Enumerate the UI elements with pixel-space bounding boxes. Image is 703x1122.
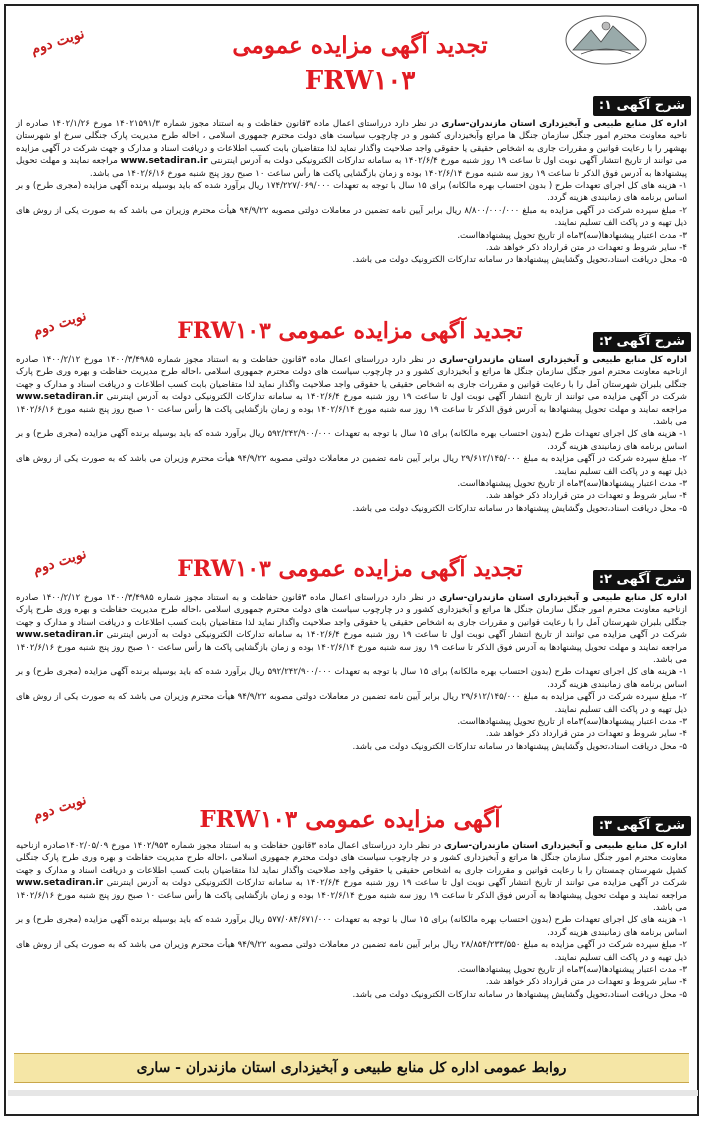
second-notice-stamp: نوبت دوم (30, 545, 89, 579)
condition-item: ۲- مبلغ سپرده شرکت در آگهی مزایده به مبلغ ۲۹/۶۱۲/۱۴۵/۰۰۰ ریال برابر آیین نامه تضمین در معاملات دولتی مصوبه ۹۴/۹/۲۲ هیأت محترم وزیران می باشد که به صورت یکی از روش های ذیل تهیه و در پاکت الف تسلیم نمایند. (16, 692, 687, 715)
condition-item: ۱- هزینه های کل اجرای تعهدات طرح ( بدون احتساب بهره مالکانه) برای ۱۵ سال با توجه به تعهدات ۱۷۴/۲۲۷/۰۶۹/۰۰۰ ریال برآورد شده که باید بوسیله برنده آگهی مزایده (مجری طرح) و بر اساس برنامه های زمانبندی هزینه گردد. (16, 181, 688, 204)
organization-name: اداره کل منابع طبیعی و آبخیزداری استان مازندران-ساری (444, 841, 687, 851)
section-intro (16, 354, 687, 428)
organization-name: اداره کل منابع طبیعی و آبخیزداری استان مازندران-ساری (439, 355, 687, 365)
section-body (16, 592, 687, 753)
section-tag: شرح آگهی ۲: (593, 570, 691, 590)
website-link[interactable]: www.setadiran.ir (16, 878, 104, 889)
section-tag: شرح آگهی ۱: (593, 96, 691, 116)
section-code: FRW۱۰۳ (304, 66, 416, 96)
condition-item: ۵- محل دریافت اسناد،تحویل وگشایش پیشنهادها در سامانه تدارکات الکترونیک دولت می باشد. (352, 989, 687, 1000)
section-body (16, 354, 687, 515)
condition-item: ۳- مدت اعتبار پیشنهادها(سه)۳ماه از تاریخ تحویل پیشنهادهااست. (457, 230, 687, 241)
section-intro (16, 118, 687, 180)
condition-item: ۲- مبلغ سپرده شرکت در آگهی مزایده به مبلغ ۸/۸۰۰/۰۰۰/۰۰۰ ریال برابر آیین نامه تضمین در معاملات دولتی مصوبه ۹۴/۹/۲۲ هیأت محترم وزیران می باشد که به صورت یکی از روش های ذیل تهیه و در پاکت الف تسلیم نمایند. (16, 205, 687, 229)
notice-section-2 (10, 307, 691, 554)
scan-edge (8, 1090, 698, 1096)
condition-item: ۴- سایر شروط و تعهدات در متن قرارداد ذکر خواهد شد. (485, 491, 687, 502)
intro-text: در نظر دارد درراستای اعمال ماده ۳قانون حفاظت و به استناد مجوز شماره ۱۴۰۰/۳/۴۹۸۵ مورخ ۱۴۰۰/۲/۱۲ صادره ازناحیه معاونت محترم امور جنگل سازمان جنگل ها مراتع و آبخیزداری کشور و در چارچوب سیاست های دولت محترم جمهوری اسلامی ،احاله طرح مدیریت حفاظت و بهره وری طرح پارک جنگلی بلبران شهرستان آمل را با رعایت قوانین و مقررات جاری به اشخاص حقیقی یا حقوقی واجد صلاحیت واگذار نماید لذا متقاضیان بابت کسب اطلاعات و دریافت اسناد و مدارک و جهت شرکت در آگهی مزایده می توانند از تاریخ انتشار آگهی نوبت اول تا ساعت ۱۹ روز شنبه مورخ ۱۴۰۲/۶/۴ به سامانه تدارکات الکترونیکی دولت به آدرس اینترنتی (16, 593, 687, 641)
section-title: تجدید آگهی مزایده عمومی (232, 32, 488, 59)
section-tag: شرح آگهی ۳: (593, 816, 691, 836)
intro-text-end: مراجعه نمایند و مهلت تحویل پیشنهادها به آدرس فوق الذکر تا ساعت ۱۹ روز سه شنبه مورخ ۱۴۰۲/۶/۱۴ بوده و زمان بازگشایی پاکت ها رأس ساعت ۱۰ صبح روز پنج شنبه مورخ ۱۴۰۲/۶/۱۶ می باشد. (16, 404, 688, 428)
condition-item: ۳- مدت اعتبار پیشنهادها(سه)۳ماه از تاریخ تحویل پیشنهادهااست. (457, 717, 687, 728)
organization-name: اداره کل منابع طبیعی و آبخیزداری استان مازندران-ساری (439, 593, 687, 603)
notice-section-1 (10, 26, 691, 316)
intro-text: در نظر دارد درراستای اعمال ماده ۳قانون حفاظت و به استناد مجوز شماره ۱۴۰۰/۳/۴۹۸۵ مورخ ۱۴۰۰/۲/۱۲ صادره ازناحیه معاونت محترم امور جنگل سازمان جنگل ها مراتع و آبخیزداری کشور و در چارچوب سیاست های دولت محترم جمهوری اسلامی ،احاله طرح مدیریت حفاظت و بهره وری طرح پارک جنگلی بلبران شهرستان آمل را با رعایت قوانین و مقررات جاری به اشخاص حقیقی یا حقوقی واجد صلاحیت واگذار نماید لذا متقاضیان بابت کسب اطلاعات و دریافت اسناد و مدارک و جهت شرکت در آگهی مزایده می توانند از تاریخ انتشار آگهی نوبت اول تا ساعت ۱۹ روز شنبه مورخ ۱۴۰۲/۶/۴ به سامانه تدارکات الکترونیکی دولت به آدرس اینترنتی (16, 355, 687, 403)
intro-text-end: مراجعه نمایند و مهلت تحویل پیشنهادها به آدرس فوق الذکر تا ساعت ۱۹ روز سه شنبه مورخ ۱۴۰۲/۶/۱۴ بوده و زمان بازگشایی پاکت ها رأس ساعت ۱۰ صبح روز پنج شنبه مورخ ۱۴۰۲/۶/۱۶ می باشد. (16, 156, 687, 179)
condition-item: ۲- مبلغ سپرده شرکت در آگهی مزایده به مبلغ ۲۸/۸۵۴/۲۳۳/۵۵۰ ریال برابر آیین نامه تضمین در معاملات دولتی مصوبه ۹۴/۹/۲۲ هیأت محترم وزیران می باشد که به صورت یکی از روش های ذیل تهیه و در پاکت الف تسلیم نمایند. (16, 940, 687, 963)
condition-item: ۲- مبلغ سپرده شرکت در آگهی مزایده به مبلغ ۲۹/۶۱۲/۱۴۵/۰۰۰ ریال برابر آیین نامه تضمین در معاملات دولتی مصوبه ۹۴/۹/۲۲ هیأت محترم وزیران می باشد که به صورت یکی از روش های ذیل تهیه و در پاکت الف تسلیم نمایند. (16, 454, 687, 477)
condition-item: ۳- مدت اعتبار پیشنهادها(سه)۳ماه از تاریخ تحویل پیشنهادهااست. (457, 965, 687, 976)
condition-item: ۴- سایر شروط و تعهدات در متن قرارداد ذکر خواهد شد. (485, 729, 687, 740)
website-link[interactable]: www.setadiran.ir (16, 392, 104, 403)
section-body (16, 840, 687, 1001)
condition-item: ۳- مدت اعتبار پیشنهادها(سه)۳ماه از تاریخ تحویل پیشنهادهااست. (457, 479, 687, 490)
condition-item: ۴- سایر شروط و تعهدات در متن قرارداد ذکر خواهد شد. (485, 243, 687, 254)
intro-text-end: مراجعه نمایند و مهلت تحویل پیشنهادها به آدرس فوق الذکر تا ساعت ۱۹ روز سه شنبه مورخ ۱۴۰۲/۶/۱۴ بوده و زمان بازگشایی پاکت ها رأس ساعت ۱۰ صبح روز پنج شنبه مورخ ۱۴۰۲/۶/۱۶ می باشد. (16, 890, 688, 914)
second-notice-stamp: نوبت دوم (30, 791, 89, 825)
second-notice-stamp: نوبت دوم (30, 307, 89, 341)
public-relations-footer: روابط عمومی اداره کل منابع طبیعی و آبخیزداری استان مازندران - ساری (14, 1053, 689, 1083)
section-intro (16, 840, 687, 914)
condition-item: ۱- هزینه های کل اجرای تعهدات طرح (بدون احتساب بهره مالکانه) برای ۱۵ سال با توجه به تعهدات ۵۹۲/۲۴۲/۹۰۰/۰۰۰ ریال برآورد شده که باید بوسیله برنده آگهی مزایده (مجری طرح) و بر اساس برنامه های زمانبندی هزینه گردد. (16, 667, 687, 690)
section-tag: شرح آگهی ۲: (593, 332, 691, 352)
second-notice-stamp: نوبت دوم (28, 25, 87, 59)
condition-item: ۵- محل دریافت اسناد،تحویل وگشایش پیشنهادها در سامانه تدارکات الکترونیک دولت می باشد. (352, 503, 687, 514)
intro-text-end: مراجعه نمایند و مهلت تحویل پیشنهادها به آدرس فوق الذکر تا ساعت ۱۹ روز سه شنبه مورخ ۱۴۰۲/۶/۱۴ بوده و زمان بازگشایی پاکت ها رأس ساعت ۱۰ صبح روز پنج شنبه مورخ ۱۴۰۲/۶/۱۶ می باشد. (16, 642, 688, 666)
intro-text: در نظر دارد درراستای اعمال ماده ۳قانون حفاظت و به استناد مجوز شماره ۱۴۰۲۱۵۹۱/۳ مورخ ۱۴۰۲/۱/۲۶ صادره از ناحیه معاونت محترم امور جنگل سازمان جنگل ها مراتع وآبخیزداری کشور و در چارچوب سیاست های دولت محترم جمهوری اسلامی ، احاله طرح مدیریت پارک جنگلی سرخ او شهرستان بهشهر را با رعایت قوانین و مقررات جاری به اشخاص حقیقی یا حقوقی واجد صلاحیت واگذار نماید لذا متقاضیان بابت کسب اطلاعات و دریافت اسناد و مدارک و جهت شرکت در آگهی مزایده می توانند از تاریخ انتشار آگهی نوبت اول تا ساعت ۱۹ روز شنبه مورخ ۱۴۰۲/۶/۴ به سامانه تدارکات الکترونیکی دولت به آدرس اینترنتی (16, 119, 687, 167)
section-title: تجدید آگهی مزایده عمومی FRW۱۰۳ (177, 556, 523, 582)
section-body (16, 118, 687, 267)
section-title: تجدید آگهی مزایده عمومی FRW۱۰۳ (177, 318, 523, 344)
condition-item: ۱- هزینه های کل اجرای تعهدات طرح (بدون احتساب بهره مالکانه) برای ۱۵ سال با توجه به تعهدات ۵۹۲/۲۴۲/۹۰۰/۰۰۰ ریال برآورد شده که باید بوسیله برنده آگهی مزایده (مجری طرح) و بر اساس برنامه های زمانبندی هزینه گردد. (16, 429, 687, 452)
notice-section-4 (10, 790, 691, 1050)
condition-item: ۵- محل دریافت اسناد،تحویل وگشایش پیشنهادها در سامانه تدارکات الکترونیک دولت می باشد. (352, 741, 687, 752)
website-link[interactable]: www.setadiran.ir (16, 630, 104, 641)
website-link[interactable]: www.setadiran.ir (120, 156, 208, 167)
condition-item: ۵- محل دریافت اسناد،تحویل وگشایش پیشنهادها در سامانه تدارکات الکترونیک دولت می باشد. (352, 255, 687, 266)
condition-item: ۱- هزینه های کل اجرای تعهدات طرح (بدون احتساب بهره مالکانه) برای ۱۵ سال با توجه به تعهدات ۵۷۷/۰۸۴/۶۷۱/۰۰۰ ریال برآورد شده که باید بوسیله برنده آگهی مزایده (مجری طرح) و بر اساس برنامه های زمانبندی هزینه گردد. (16, 915, 687, 938)
notice-section-3 (10, 545, 691, 792)
condition-item: ۴- سایر شروط و تعهدات در متن قرارداد ذکر خواهد شد. (485, 977, 687, 988)
organization-name: اداره کل منابع طبیعی و آبخیزداری استان مازندران-ساری (441, 119, 687, 129)
intro-text: در نظر دارد درراستای اعمال ماده ۳قانون حفاظت و به استناد مجوز شماره ۱۴۰۲/۹۵۳ مورخ ۱۴۰۲/۰۵/۰۹صادره ازناحیه معاونت محترم امور جنگل سازمان جنگل ها مراتع و آبخیزداری کشور و در چارچوب سیاست های دولت محترم جمهوری اسلامی ،احاله طرح مدیریت حفاظت و بهره وری طرح پارک جنگلی کشپل شهرستان چمستان را با رعایت قوانین و مقررات جاری به اشخاص حقیقی یا حقوقی واجد صلاحیت واگذار نماید لذا متقاضیان بابت کسب اطلاعات و دریافت اسناد و مدارک و جهت شرکت در آگهی مزایده می توانند از تاریخ انتشار آگهی نوبت اول تا ساعت ۱۹ روز شنبه مورخ ۱۴۰۲/۶/۴ به سامانه تدارکات الکترونیکی دولت به آدرس اینترنتی (16, 841, 687, 889)
section-title: آگهی مزایده عمومی FRW۱۰۳ (199, 806, 501, 833)
section-intro (16, 592, 687, 666)
